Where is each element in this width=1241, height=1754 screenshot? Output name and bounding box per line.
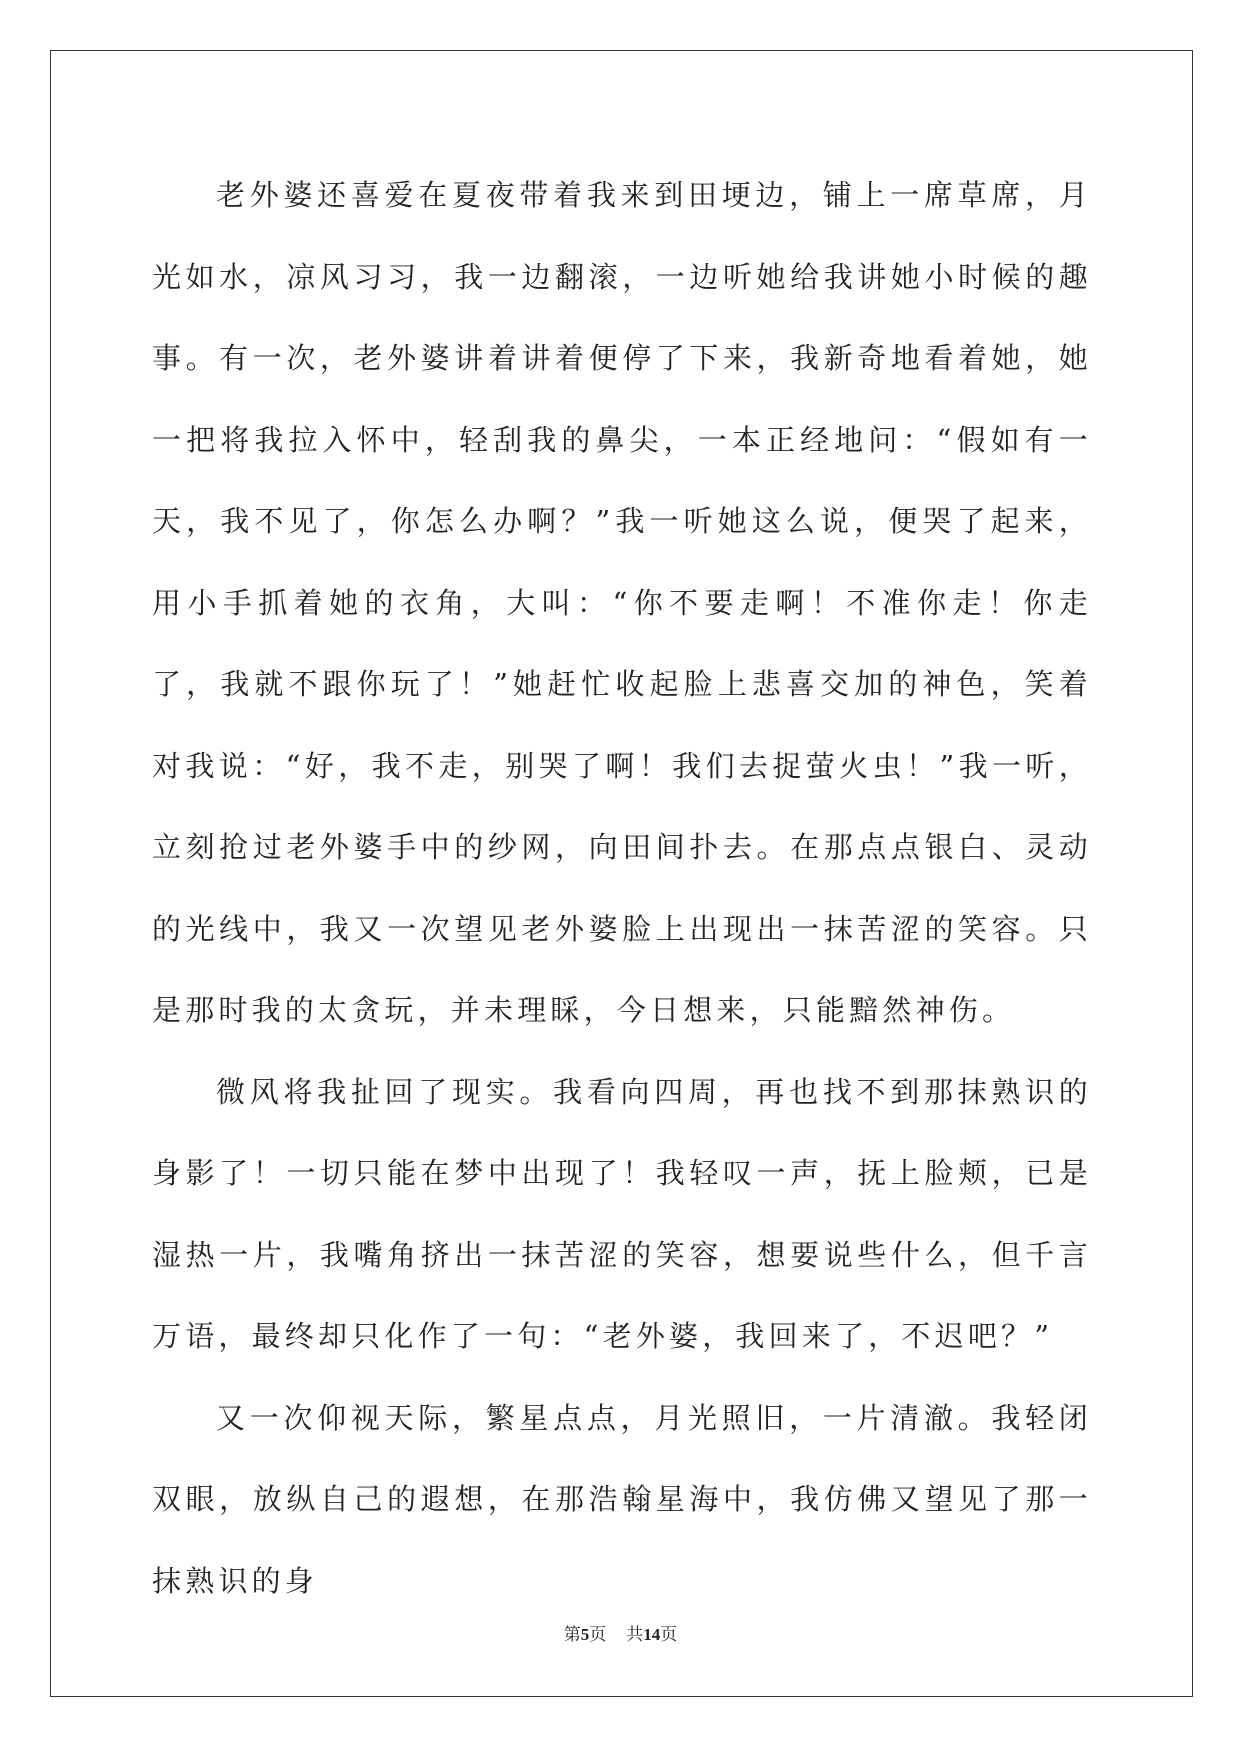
footer-page-number: 5 — [580, 1625, 590, 1644]
footer-total-prefix: 共 — [626, 1625, 644, 1645]
paragraph-1: 老外婆还喜爱在夏夜带着我来到田埂边，铺上一席草席，月光如水，凉风习习，我一边翻滚，一边听她给我讲她小时候的趣事。有一次，老外婆讲着讲着便停了下来，我新奇地看着她，她一把将我拉入怀中，轻刮我的鼻尖，一本正经地问：“假如有一天，我不见了，你怎么办啊？”我一听她这么说，便哭了起来，用小手抓着她的衣角，大叫：“你不要走啊！不准你走！你走了，我就不跟你玩了！”她赶忙收起脸上悲喜交加的神色，笑着对我说：“好，我不走，别哭了啊！我们去捉萤火虫！”我一听，立刻抢过老外婆手中的纱网，向田间扑去。在那点点银白、灵动的光线中，我又一次望见老外婆脸上出现出一抹苦涩的笑容。只是那时我的太贪玩，并未理睬，今日想来，只能黯然神伤。 — [152, 178, 1092, 1027]
footer-page-unit: 页 — [589, 1625, 607, 1645]
footer-total-unit: 页 — [660, 1625, 678, 1645]
footer-page-prefix: 第 — [563, 1625, 581, 1645]
document-body — [152, 155, 1092, 1622]
footer-total-pages: 14 — [643, 1625, 661, 1644]
paragraph-3: 又一次仰视天际，繁星点点，月光照旧，一片清澈。我轻闭双眼，放纵自己的遐想，在那浩翰星海中，我仿佛又望见了那一抹熟识的身 — [152, 1400, 1092, 1598]
page-footer — [0, 1620, 1241, 1645]
paragraph-2: 微风将我扯回了现实。我看向四周，再也找不到那抹熟识的身影了！一切只能在梦中出现了！我轻叹一声，抚上脸颊，已是湿热一片，我嘴角挤出一抹苦涩的笑容，想要说些什么，但千言万语，最终却只化作了一句：“老外婆，我回来了，不迟吧？” — [152, 1074, 1092, 1353]
